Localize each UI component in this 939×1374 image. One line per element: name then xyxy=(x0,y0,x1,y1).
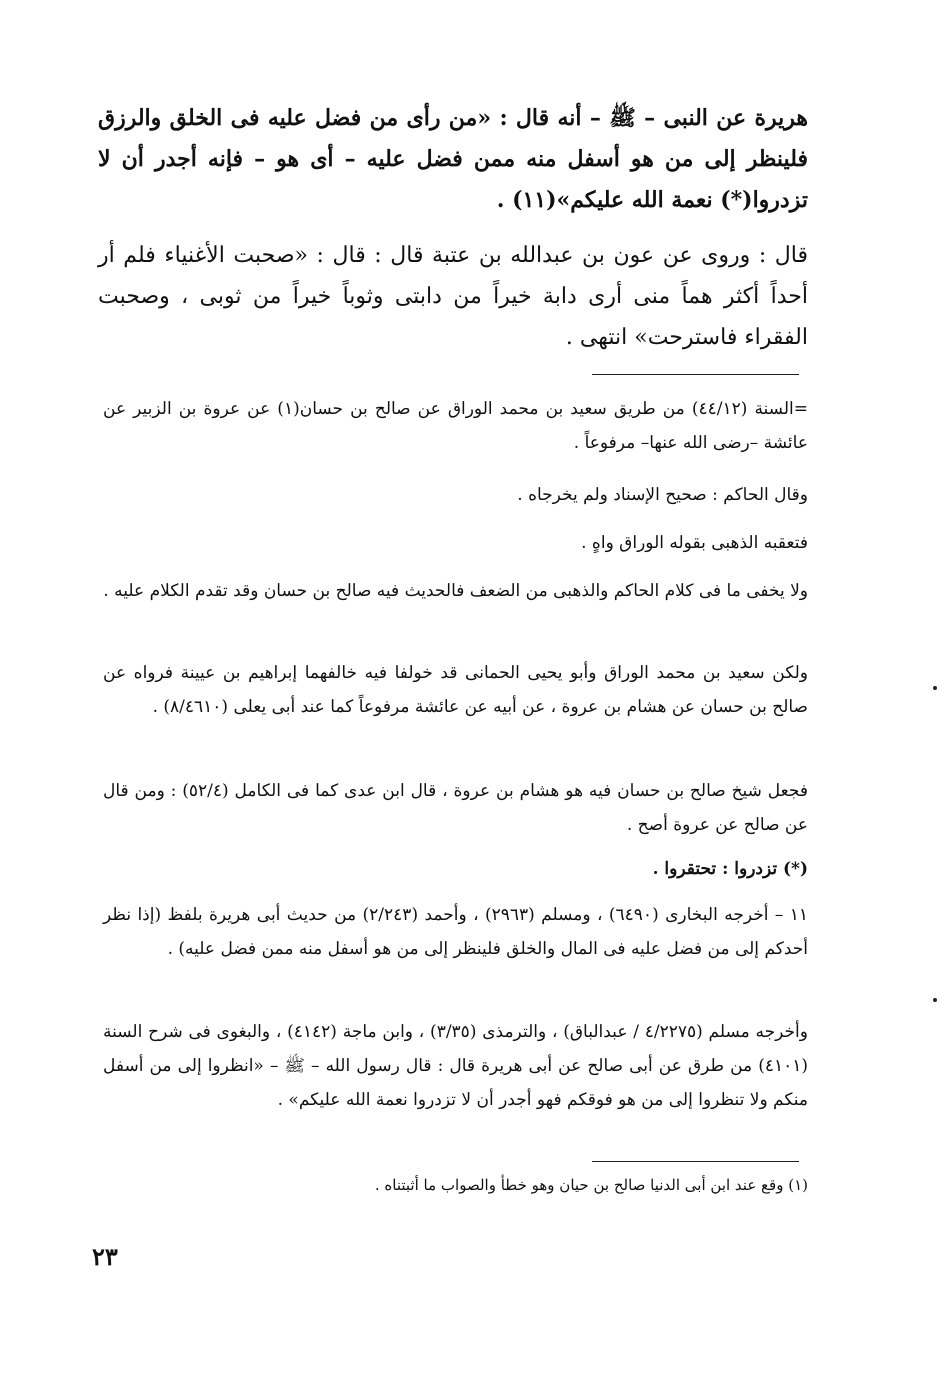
note-paragraph-9: وأخرجه مسلم (٤/٢٢٧٥ / عبدالباق) ، والترمذى (٣/٣٥) ، وابن ماجة (٤١٤٢) ، والبغوى فى شرح السنة (٤١٠١) من طرق عن أبى صالح عن أبى هريرة قال : قال رسول الله – ﷺ – «انظروا إلى من أسفل منكم ولا تنظروا إلى من هو فوقكم فهو أجدر أن لا تزدروا نعمة الله عليكم» . xyxy=(103,1022,808,1110)
main-paragraph-2: قال : وروى عن عون بن عبدالله بن عتبة قال : قال : «صحبت الأغنياء فلم أر أحداً أكثر هماً منى أرى دابة خيراً من دابتى وثوباً خيراً من ثوبى ، وصحبت الفقراء فاسترحت» انتهى . xyxy=(98,243,808,350)
main-separator-line xyxy=(592,374,799,375)
scan-speck xyxy=(933,998,937,1002)
page-number: ٢٣ xyxy=(92,1242,118,1271)
footnote-separator-line xyxy=(592,1161,799,1162)
note-paragraph-3: فتعقبه الذهبى بقوله الوراق واهٍ . xyxy=(581,533,808,553)
note-paragraph-6: فجعل شيخ صالح بن حسان فيه هو هشام بن عروة ، قال ابن عدى كما فى الكامل (٥٢/٤) : ومن قال عن صالح عن عروة أصح . xyxy=(103,781,808,835)
note-paragraph-1: =السنة (٤٤/١٢) من طريق سعيد بن محمد الوراق عن صالح بن حسان(١) عن عروة بن الزبير عن عائشة –رضى الله عنها– مرفوعاً . xyxy=(103,399,808,453)
scan-speck xyxy=(933,686,937,690)
footnote: (١) وقع عند ابن أبى الدنيا صالح بن حيان وهو خطأ والصواب ما أثبتناه . xyxy=(374,1176,808,1194)
note-paragraph-8: ١١ – أخرجه البخارى (٦٤٩٠) ، ومسلم (٢٩٦٣) ، وأحمد (٢/٢٤٣) من حديث أبى هريرة بلفظ (إذا نظر أحدكم إلى من فضل عليه فى المال والخلق فلينظر إلى من هو أسفل منه ممن فضل عليه) . xyxy=(103,905,809,959)
note-paragraph-2: وقال الحاكم : صحيح الإسناد ولم يخرجاه . xyxy=(517,485,808,505)
main-paragraph-1: هريرة عن النبى – ﷺ – أنه قال : «من رأى من فضل عليه فى الخلق والرزق فلينظر إلى من هو أسفل منه ممن فضل عليه – أى هو – فإنه أجدر أن لا تزدروا(*) نعمة الله عليكم»(١١) . xyxy=(98,105,808,213)
note-paragraph-5: ولكن سعيد بن محمد الوراق وأبو يحيى الحمانى قد خولفا فيه خالفهما إبراهيم بن عيينة فرواه عن صالح بن حسان عن هشام بن عروة ، عن أبيه عن عائشة مرفوعاً كما عند أبى يعلى (٨/٤٦١٠) . xyxy=(103,663,808,717)
note-definition: (*) تزدروا : تحتقروا . xyxy=(652,859,808,879)
note-paragraph-4: ولا يخفى ما فى كلام الحاكم والذهبى من الضعف فالحديث فيه صالح بن حسان وقد تقدم الكلام عليه . xyxy=(103,581,808,601)
